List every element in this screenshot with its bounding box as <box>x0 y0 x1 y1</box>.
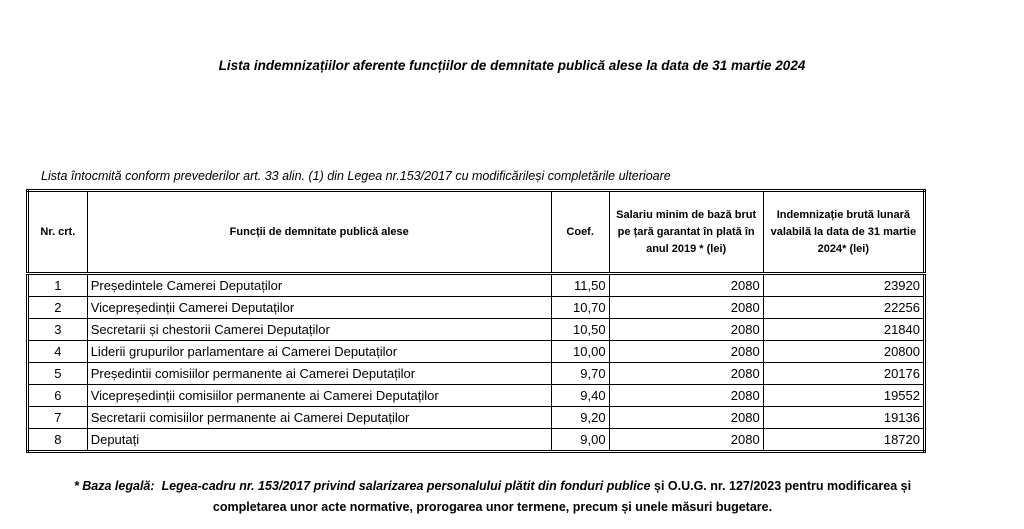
document-title: Lista indemnizațiilor aferente funcțiilor de demnitate publică alese la data de 31 martie 2024 <box>218 58 806 73</box>
cell-indemnizatie: 19552 <box>763 385 924 407</box>
cell-indemnizatie: 18720 <box>763 429 924 452</box>
cell-coef: 9,00 <box>551 429 609 452</box>
cell-coef: 10,00 <box>551 341 609 363</box>
table-row <box>28 297 925 319</box>
indemnizatii-table <box>26 189 926 453</box>
cell-indemnizatie: 20176 <box>763 363 924 385</box>
cell-coef: 9,40 <box>551 385 609 407</box>
header-salariu: Salariu minim de bază brut pe țară garantat în plată în anul 2019 * (lei) <box>609 191 763 274</box>
table-row <box>28 319 925 341</box>
cell-indemnizatie: 22256 <box>763 297 924 319</box>
table-row <box>28 341 925 363</box>
cell-indemnizatie: 23920 <box>763 274 924 297</box>
footnote-law: Legea-cadru nr. 153/2017 privind salarizarea personalului plătit din fonduri publice <box>161 479 651 493</box>
cell-salariu: 2080 <box>609 297 763 319</box>
cell-functie: Deputați <box>87 429 551 452</box>
cell-salariu: 2080 <box>609 274 763 297</box>
cell-salariu: 2080 <box>609 341 763 363</box>
cell-coef: 10,70 <box>551 297 609 319</box>
cell-functie: Vicepreședinții Camerei Deputaților <box>87 297 551 319</box>
cell-coef: 9,70 <box>551 363 609 385</box>
header-functie: Funcții de demnitate publică alese <box>87 191 551 274</box>
cell-functie: Președintii comisiilor permanente ai Camerei Deputaților <box>87 363 551 385</box>
cell-salariu: 2080 <box>609 319 763 341</box>
legal-basis-footnote <box>40 476 945 518</box>
table-row <box>28 407 925 429</box>
table-row <box>28 429 925 452</box>
cell-salariu: 2080 <box>609 429 763 452</box>
table-row <box>28 363 925 385</box>
cell-nr: 1 <box>28 274 88 297</box>
table-row <box>28 274 925 297</box>
cell-nr: 7 <box>28 407 88 429</box>
cell-nr: 3 <box>28 319 88 341</box>
table-header-row <box>28 191 925 274</box>
cell-salariu: 2080 <box>609 385 763 407</box>
cell-functie: Președintele Camerei Deputaților <box>87 274 551 297</box>
header-nr: Nr. crt. <box>28 191 88 274</box>
footnote-rest: și O.U.G. nr. 127/2023 pentru modificarea și completarea unor acte normative, prorogarea unor termene, precum și unele măsuri bugetare. <box>212 479 912 514</box>
cell-functie: Vicepreședinții comisiilor permanente ai Camerei Deputaților <box>87 385 551 407</box>
header-coef: Coef. <box>551 191 609 274</box>
cell-indemnizatie: 20800 <box>763 341 924 363</box>
cell-indemnizatie: 19136 <box>763 407 924 429</box>
cell-nr: 4 <box>28 341 88 363</box>
cell-salariu: 2080 <box>609 363 763 385</box>
cell-coef: 10,50 <box>551 319 609 341</box>
cell-indemnizatie: 21840 <box>763 319 924 341</box>
cell-nr: 2 <box>28 297 88 319</box>
cell-functie: Secretarii și chestorii Camerei Deputaților <box>87 319 551 341</box>
cell-coef: 9,20 <box>551 407 609 429</box>
cell-nr: 8 <box>28 429 88 452</box>
cell-salariu: 2080 <box>609 407 763 429</box>
header-indemnizatie: Indemnizație brută lunară valabilă la data de 31 martie 2024* (lei) <box>763 191 924 274</box>
document-subtitle: Lista întocmită conform prevederilor art. 33 alin. (1) din Legea nr.153/2017 cu modificărileși completările ulterioare <box>41 169 671 183</box>
footnote-label: * Baza legală: <box>73 479 155 493</box>
cell-coef: 11,50 <box>551 274 609 297</box>
cell-nr: 6 <box>28 385 88 407</box>
cell-nr: 5 <box>28 363 88 385</box>
cell-functie: Liderii grupurilor parlamentare ai Camerei Deputaților <box>87 341 551 363</box>
table-row <box>28 385 925 407</box>
cell-functie: Secretarii comisiilor permanente ai Camerei Deputaților <box>87 407 551 429</box>
